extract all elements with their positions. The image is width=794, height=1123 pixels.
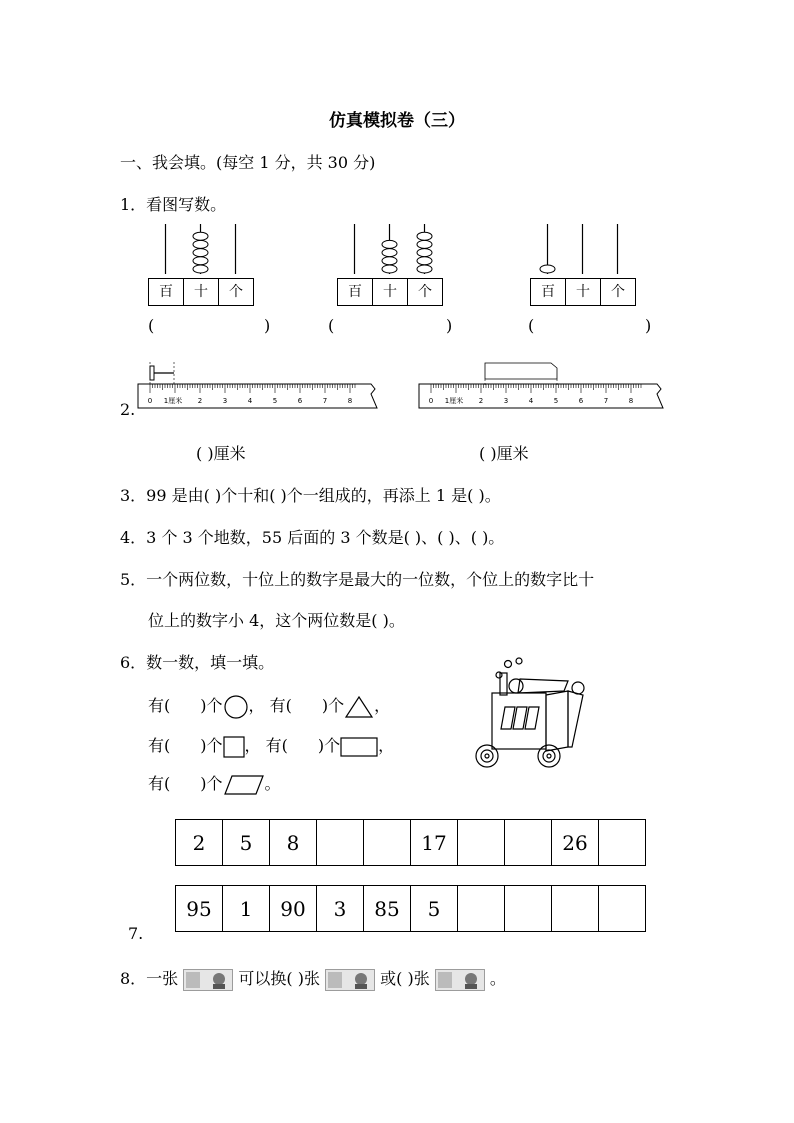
q6-line3: 有( )个 。 — [148, 774, 281, 793]
ruler-label: 6 — [578, 397, 584, 405]
ruler-label: 1厘米 — [163, 397, 183, 405]
ruler-label: 3 — [503, 397, 509, 405]
q1-label: 1．看图写数。 — [120, 195, 227, 214]
grid1-cell[interactable] — [505, 820, 552, 866]
ruler-label: 3 — [222, 397, 228, 405]
q6-line1: 有( )个 ， 有( )个 ， — [148, 693, 390, 719]
ruler-label: 7 — [603, 397, 609, 405]
q1-answer-close: ) — [645, 316, 652, 335]
number-grid-1 — [175, 819, 646, 866]
abacus-rods — [530, 222, 635, 274]
q1-answer-open[interactable]: ( — [528, 316, 535, 335]
ruler-with-block — [417, 360, 667, 416]
abacus-bead — [417, 232, 432, 240]
q8-line: 8．一张 可以换( )张 或( )张 。 — [120, 966, 506, 991]
grid2-cell: 90 — [270, 886, 317, 932]
parallelogram-icon — [223, 775, 265, 795]
ruler-label: 1厘米 — [444, 397, 464, 405]
wheel-right — [538, 745, 560, 767]
page-title: 仿真模拟卷（三） — [329, 111, 465, 131]
abacus-bead — [193, 257, 208, 265]
abacus-bead — [417, 249, 432, 257]
place-value-row — [337, 278, 443, 306]
ruler-label: 8 — [347, 397, 353, 405]
abacus-1 — [148, 222, 254, 306]
q1-answer-open[interactable]: ( — [148, 316, 155, 335]
grid1-cell: 5 — [223, 820, 270, 866]
nail-icon — [150, 362, 174, 384]
q7-label: 7. — [128, 924, 144, 943]
grid1-cell[interactable] — [599, 820, 646, 866]
banknote-20-icon — [435, 969, 485, 991]
grid2-cell[interactable] — [599, 886, 646, 932]
grid1-cell: 8 — [270, 820, 317, 866]
q6-label: 6．数一数，填一填。 — [120, 653, 275, 672]
abacus-bead — [382, 265, 397, 273]
side-parallelogram — [546, 691, 568, 751]
place-hundreds: 百 — [531, 279, 566, 305]
window-2 — [513, 707, 527, 729]
place-value-row — [148, 278, 254, 306]
grid1-cell: 2 — [176, 820, 223, 866]
ruler-label: 5 — [272, 397, 278, 405]
block-icon — [485, 363, 557, 386]
ruler-label: 5 — [553, 397, 559, 405]
ruler-label: 4 — [528, 397, 534, 405]
q4-text: 4．3 个 3 个地数，55 后面的 3 个数是( )、( )、( )。 — [120, 528, 505, 547]
grid2-cell[interactable] — [505, 886, 552, 932]
grid2-cell[interactable] — [458, 886, 505, 932]
ruler-label: 0 — [428, 397, 434, 405]
square-icon — [223, 736, 245, 758]
q1-answer-close: ) — [264, 316, 271, 335]
q2-label: 2. — [120, 400, 136, 419]
place-tens: 十 — [373, 279, 408, 305]
abacus-bead — [382, 240, 397, 248]
circle-icon — [223, 695, 249, 719]
place-tens: 十 — [566, 279, 601, 305]
abacus-bead — [193, 249, 208, 257]
q3-text: 3．99 是由( )个十和( )个一组成的，再添上 1 是( )。 — [120, 486, 501, 505]
abacus-bead — [193, 232, 208, 240]
q2-answer-2[interactable]: ( )厘米 — [479, 444, 529, 463]
abacus-bead — [193, 265, 208, 273]
q6-line2: 有( )个 ， 有( )个 ， — [148, 733, 394, 758]
place-ones: 个 — [229, 284, 243, 300]
place-tens: 十 — [184, 279, 219, 305]
ruler-with-nail — [136, 360, 381, 416]
shape-robot-figure — [470, 655, 595, 775]
q1-answer-open[interactable]: ( — [328, 316, 335, 335]
section-heading: 一、我会填。(每空 1 分，共 30 分) — [120, 153, 376, 172]
abacus-rods — [148, 222, 253, 274]
window-3 — [525, 707, 539, 729]
q5-line2: 位上的数字小 4，这个两位数是( )。 — [148, 611, 405, 630]
grid1-cell: 17 — [411, 820, 458, 866]
wheel-left — [476, 745, 498, 767]
place-ones: 个 — [611, 284, 625, 300]
abacus-2 — [337, 222, 443, 306]
window-1 — [501, 707, 515, 729]
place-value-row — [530, 278, 636, 306]
grid2-cell: 1 — [223, 886, 270, 932]
abacus-bead — [417, 257, 432, 265]
abacus-bead — [417, 265, 432, 273]
abacus-bead — [382, 249, 397, 257]
ruler-label: 8 — [628, 397, 634, 405]
grid1-cell: 26 — [552, 820, 599, 866]
place-ones: 个 — [418, 284, 432, 300]
grid1-cell[interactable] — [458, 820, 505, 866]
abacus-bead — [193, 240, 208, 248]
ruler-label: 7 — [322, 397, 328, 405]
grid1-cell[interactable] — [317, 820, 364, 866]
abacus-bead — [382, 257, 397, 265]
top-circle — [509, 679, 523, 693]
triangle-icon — [344, 695, 374, 719]
ruler-label: 2 — [197, 397, 203, 405]
place-hundreds: 百 — [338, 279, 373, 305]
abacus-bead — [540, 265, 555, 273]
small-circle-2 — [505, 661, 512, 668]
q1-answer-close: ) — [446, 316, 453, 335]
grid2-cell[interactable] — [552, 886, 599, 932]
q5-line1: 5．一个两位数，十位上的数字是最大的一位数，个位上的数字比十 — [120, 570, 595, 589]
number-grid-2 — [175, 885, 646, 932]
grid1-cell[interactable] — [364, 820, 411, 866]
ruler-label: 2 — [478, 397, 484, 405]
ruler-label: 4 — [247, 397, 253, 405]
small-circle-3 — [516, 658, 522, 664]
q2-answer-1[interactable]: ( )厘米 — [196, 444, 246, 463]
side-triangle — [568, 691, 583, 747]
abacus-3 — [530, 222, 636, 306]
grid2-cell: 85 — [364, 886, 411, 932]
ruler-label: 6 — [297, 397, 303, 405]
grid2-cell: 5 — [411, 886, 458, 932]
abacus-bead — [417, 240, 432, 248]
top-parallelogram — [518, 679, 568, 693]
banknote-50-icon — [325, 969, 375, 991]
grid2-cell: 95 — [176, 886, 223, 932]
rectangle-icon — [340, 737, 378, 757]
grid2-cell: 3 — [317, 886, 364, 932]
abacus-rods — [337, 222, 442, 274]
banknote-100-icon — [183, 969, 233, 991]
ruler-label: 0 — [147, 397, 153, 405]
body-square — [492, 693, 546, 749]
place-hundreds: 百 — [149, 279, 184, 305]
